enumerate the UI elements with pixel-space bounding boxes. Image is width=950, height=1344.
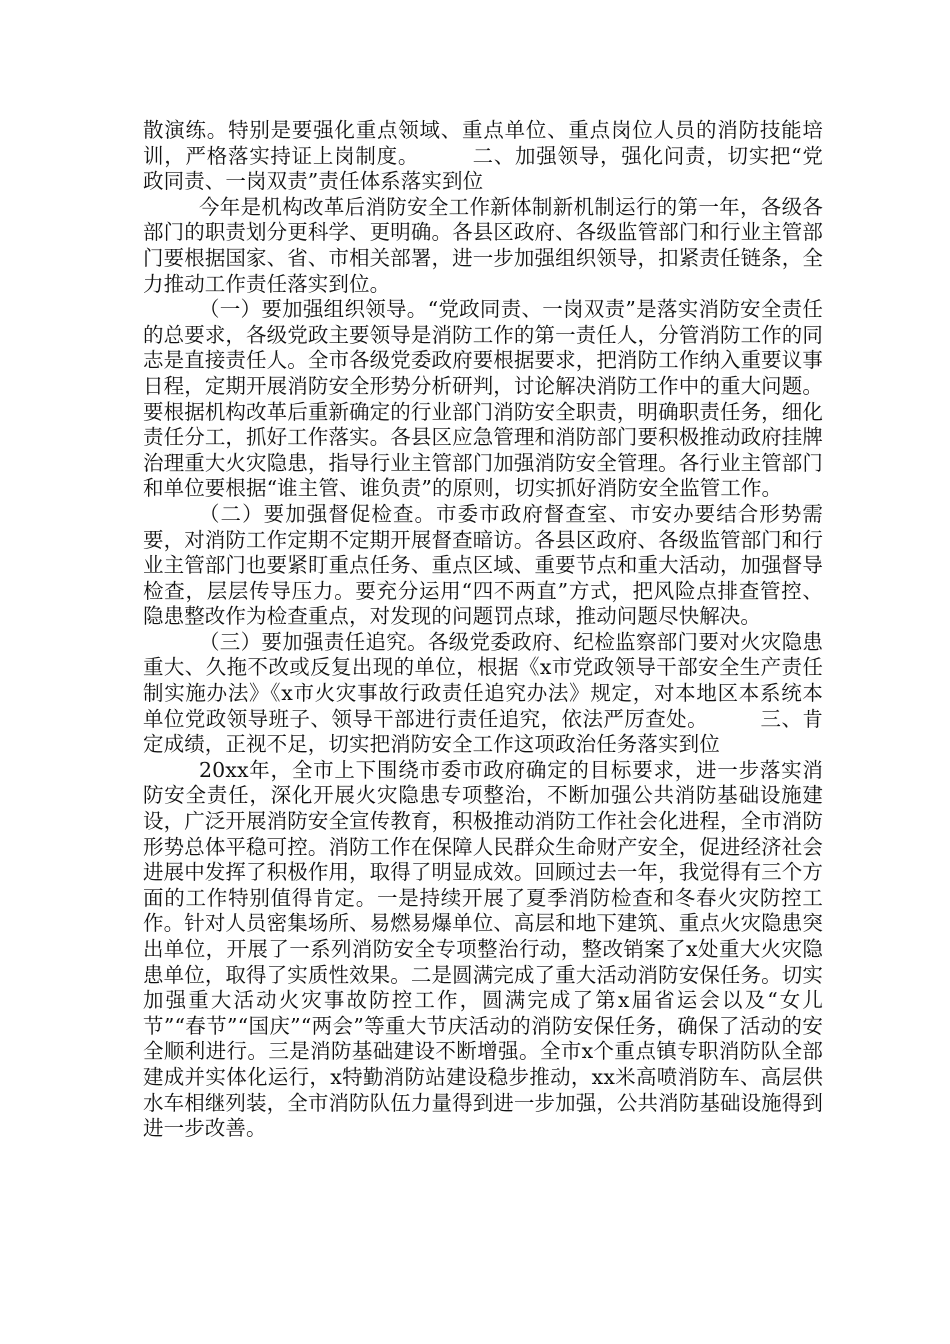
paragraph-5: （三）要加强责任追究。各级党委政府、纪检监察部门要对火灾隐患重大、久拖不改或反复出现的单位，根据《x市党政领导干部安全生产责任制实施办法》《x市火灾事故行政责任追究办法》规定，对本地区本系统本单位党政领导班子、领导干部进行责任追究，依法严厉查处。 三、肯定成绩，正视不足，切实把消防安全工作这项政治任务落实到位 [143, 629, 823, 757]
paragraph-4: （二）要加强督促检查。市委市政府督查室、市安办要结合形势需要，对消防工作定期不定期开展督查暗访。各县区政府、各级监管部门和行业主管部门也要紧盯重点任务、重点区域、重要节点和重大活动，加强督导检查，层层传导压力。要充分运用“四不两直”方式，把风险点排查管控、隐患整改作为检查重点，对发现的问题罚点球，推动问题尽快解决。 [143, 501, 823, 629]
paragraph-3: （一）要加强组织领导。“党政同责、一岗双责”是落实消防安全责任的总要求，各级党政主要领导是消防工作的第一责任人，分管消防工作的同志是直接责任人。全市各级党委政府要根据要求，把消防工作纳入重要议事日程，定期开展消防安全形势分析研判，讨论解决消防工作中的重大问题。要根据机构改革后重新确定的行业部门消防安全职责，明确职责任务，细化责任分工，抓好工作落实。各县区应急管理和消防部门要积极推动政府挂牌治理重大火灾隐患，指导行业主管部门加强消防安全管理。各行业主管部门和单位要根据“谁主管、谁负责”的原则，切实抓好消防安全监管工作。 [143, 297, 823, 501]
paragraph-2: 今年是机构改革后消防安全工作新体制新机制运行的第一年，各级各部门的职责划分更科学、更明确。各县区政府、各级监管部门和行业主管部门要根据国家、省、市相关部署，进一步加强组织领导，扣紧责任链条，全力推动工作责任落实到位。 [143, 194, 823, 296]
paragraph-6: 20xx年，全市上下围绕市委市政府确定的目标要求，进一步落实消防安全责任，深化开展火灾隐患专项整治，不断加强公共消防基础设施建设，广泛开展消防安全宣传教育，积极推动消防工作社会化进程，全市消防形势总体平稳可控。消防工作在保障人民群众生命财产安全，促进经济社会进展中发挥了积极作用，取得了明显成效。回顾过去一年，我觉得有三个方面的工作特别值得肯定。一是持续开展了夏季消防检查和冬春火灾防控工作。针对人员密集场所、易燃易爆单位、高层和地下建筑、重点火灾隐患突出单位，开展了一系列消防安全专项整治行动，整改销案了x处重大火灾隐患单位，取得了实质性效果。二是圆满完成了重大活动消防安保任务。切实加强重大活动火灾事故防控工作，圆满完成了第x届省运会以及“女儿节”“春节”“国庆”“两会”等重大节庆活动的消防安保任务，确保了活动的安全顺利进行。三是消防基础建设不断增强。全市x个重点镇专职消防队全部建成并实体化运行，x特勤消防站建设稳步推动，xx米高喷消防车、高层供水车相继列装，全市消防队伍力量得到进一步加强，公共消防基础设施得到进一步改善。 [143, 757, 823, 1141]
document-page [143, 118, 823, 1142]
paragraph-1: 散演练。特别是要强化重点领域、重点单位、重点岗位人员的消防技能培训，严格落实持证上岗制度。 二、加强领导，强化问责，切实把“党政同责、一岗双责”责任体系落实到位 [143, 118, 823, 194]
